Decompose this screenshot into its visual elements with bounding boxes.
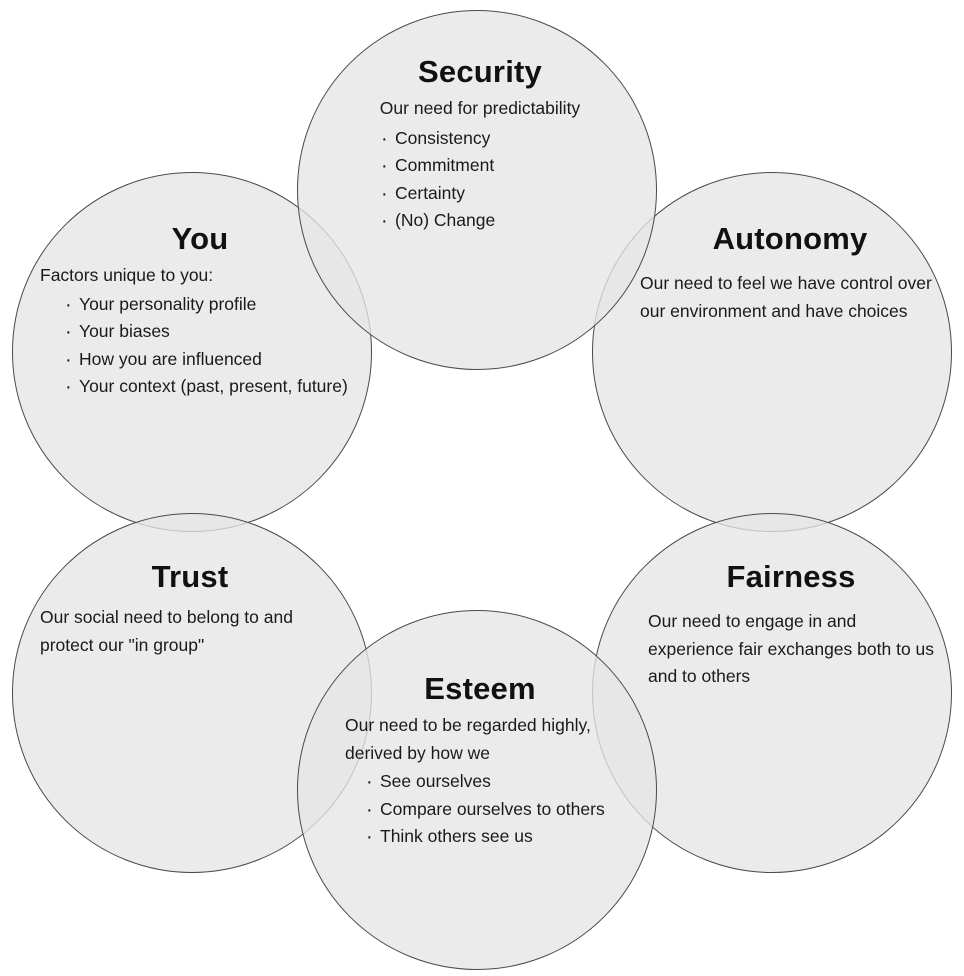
list-item: · Certainty bbox=[378, 180, 620, 207]
node-fairness-description: Our need to engage in and experience fair exchanges both to us and to others bbox=[648, 611, 935, 687]
node-autonomy-description: Our need to feel we have control over our environment and have choices bbox=[640, 273, 932, 321]
node-fairness bbox=[648, 560, 934, 691]
node-esteem-bullets bbox=[345, 768, 615, 850]
node-you-description: Factors unique to you: bbox=[40, 265, 214, 286]
node-trust bbox=[40, 560, 340, 659]
node-autonomy-title: Autonomy bbox=[712, 221, 868, 256]
node-esteem bbox=[345, 672, 615, 850]
list-item: · Compare ourselves to others bbox=[363, 796, 615, 823]
node-security-bullets bbox=[340, 125, 620, 235]
node-esteem-title: Esteem bbox=[424, 671, 536, 706]
list-item: · Commitment bbox=[378, 152, 620, 179]
list-item: · (No) Change bbox=[378, 207, 620, 234]
node-you-title: You bbox=[171, 221, 229, 256]
node-you-bullets bbox=[40, 291, 360, 401]
node-security-title: Security bbox=[418, 54, 542, 89]
list-item: · Your biases bbox=[62, 318, 360, 345]
list-item: · Think others see us bbox=[363, 823, 615, 850]
node-esteem-description: Our need to be regarded highly, derived by how we bbox=[345, 715, 591, 763]
list-item: · Your personality profile bbox=[62, 291, 360, 318]
node-security-description: Our need for predictability bbox=[379, 98, 581, 119]
node-autonomy bbox=[640, 222, 940, 325]
node-trust-description: Our social need to belong to and protect our "in group" bbox=[40, 607, 293, 655]
node-trust-title: Trust bbox=[151, 559, 229, 594]
list-item: · See ourselves bbox=[363, 768, 615, 795]
list-item: · Your context (past, present, future) bbox=[62, 373, 360, 400]
list-item: · How you are influenced bbox=[62, 346, 360, 373]
node-security bbox=[340, 55, 620, 234]
list-item: · Consistency bbox=[378, 125, 620, 152]
node-you bbox=[40, 222, 360, 400]
node-fairness-title: Fairness bbox=[726, 559, 856, 594]
